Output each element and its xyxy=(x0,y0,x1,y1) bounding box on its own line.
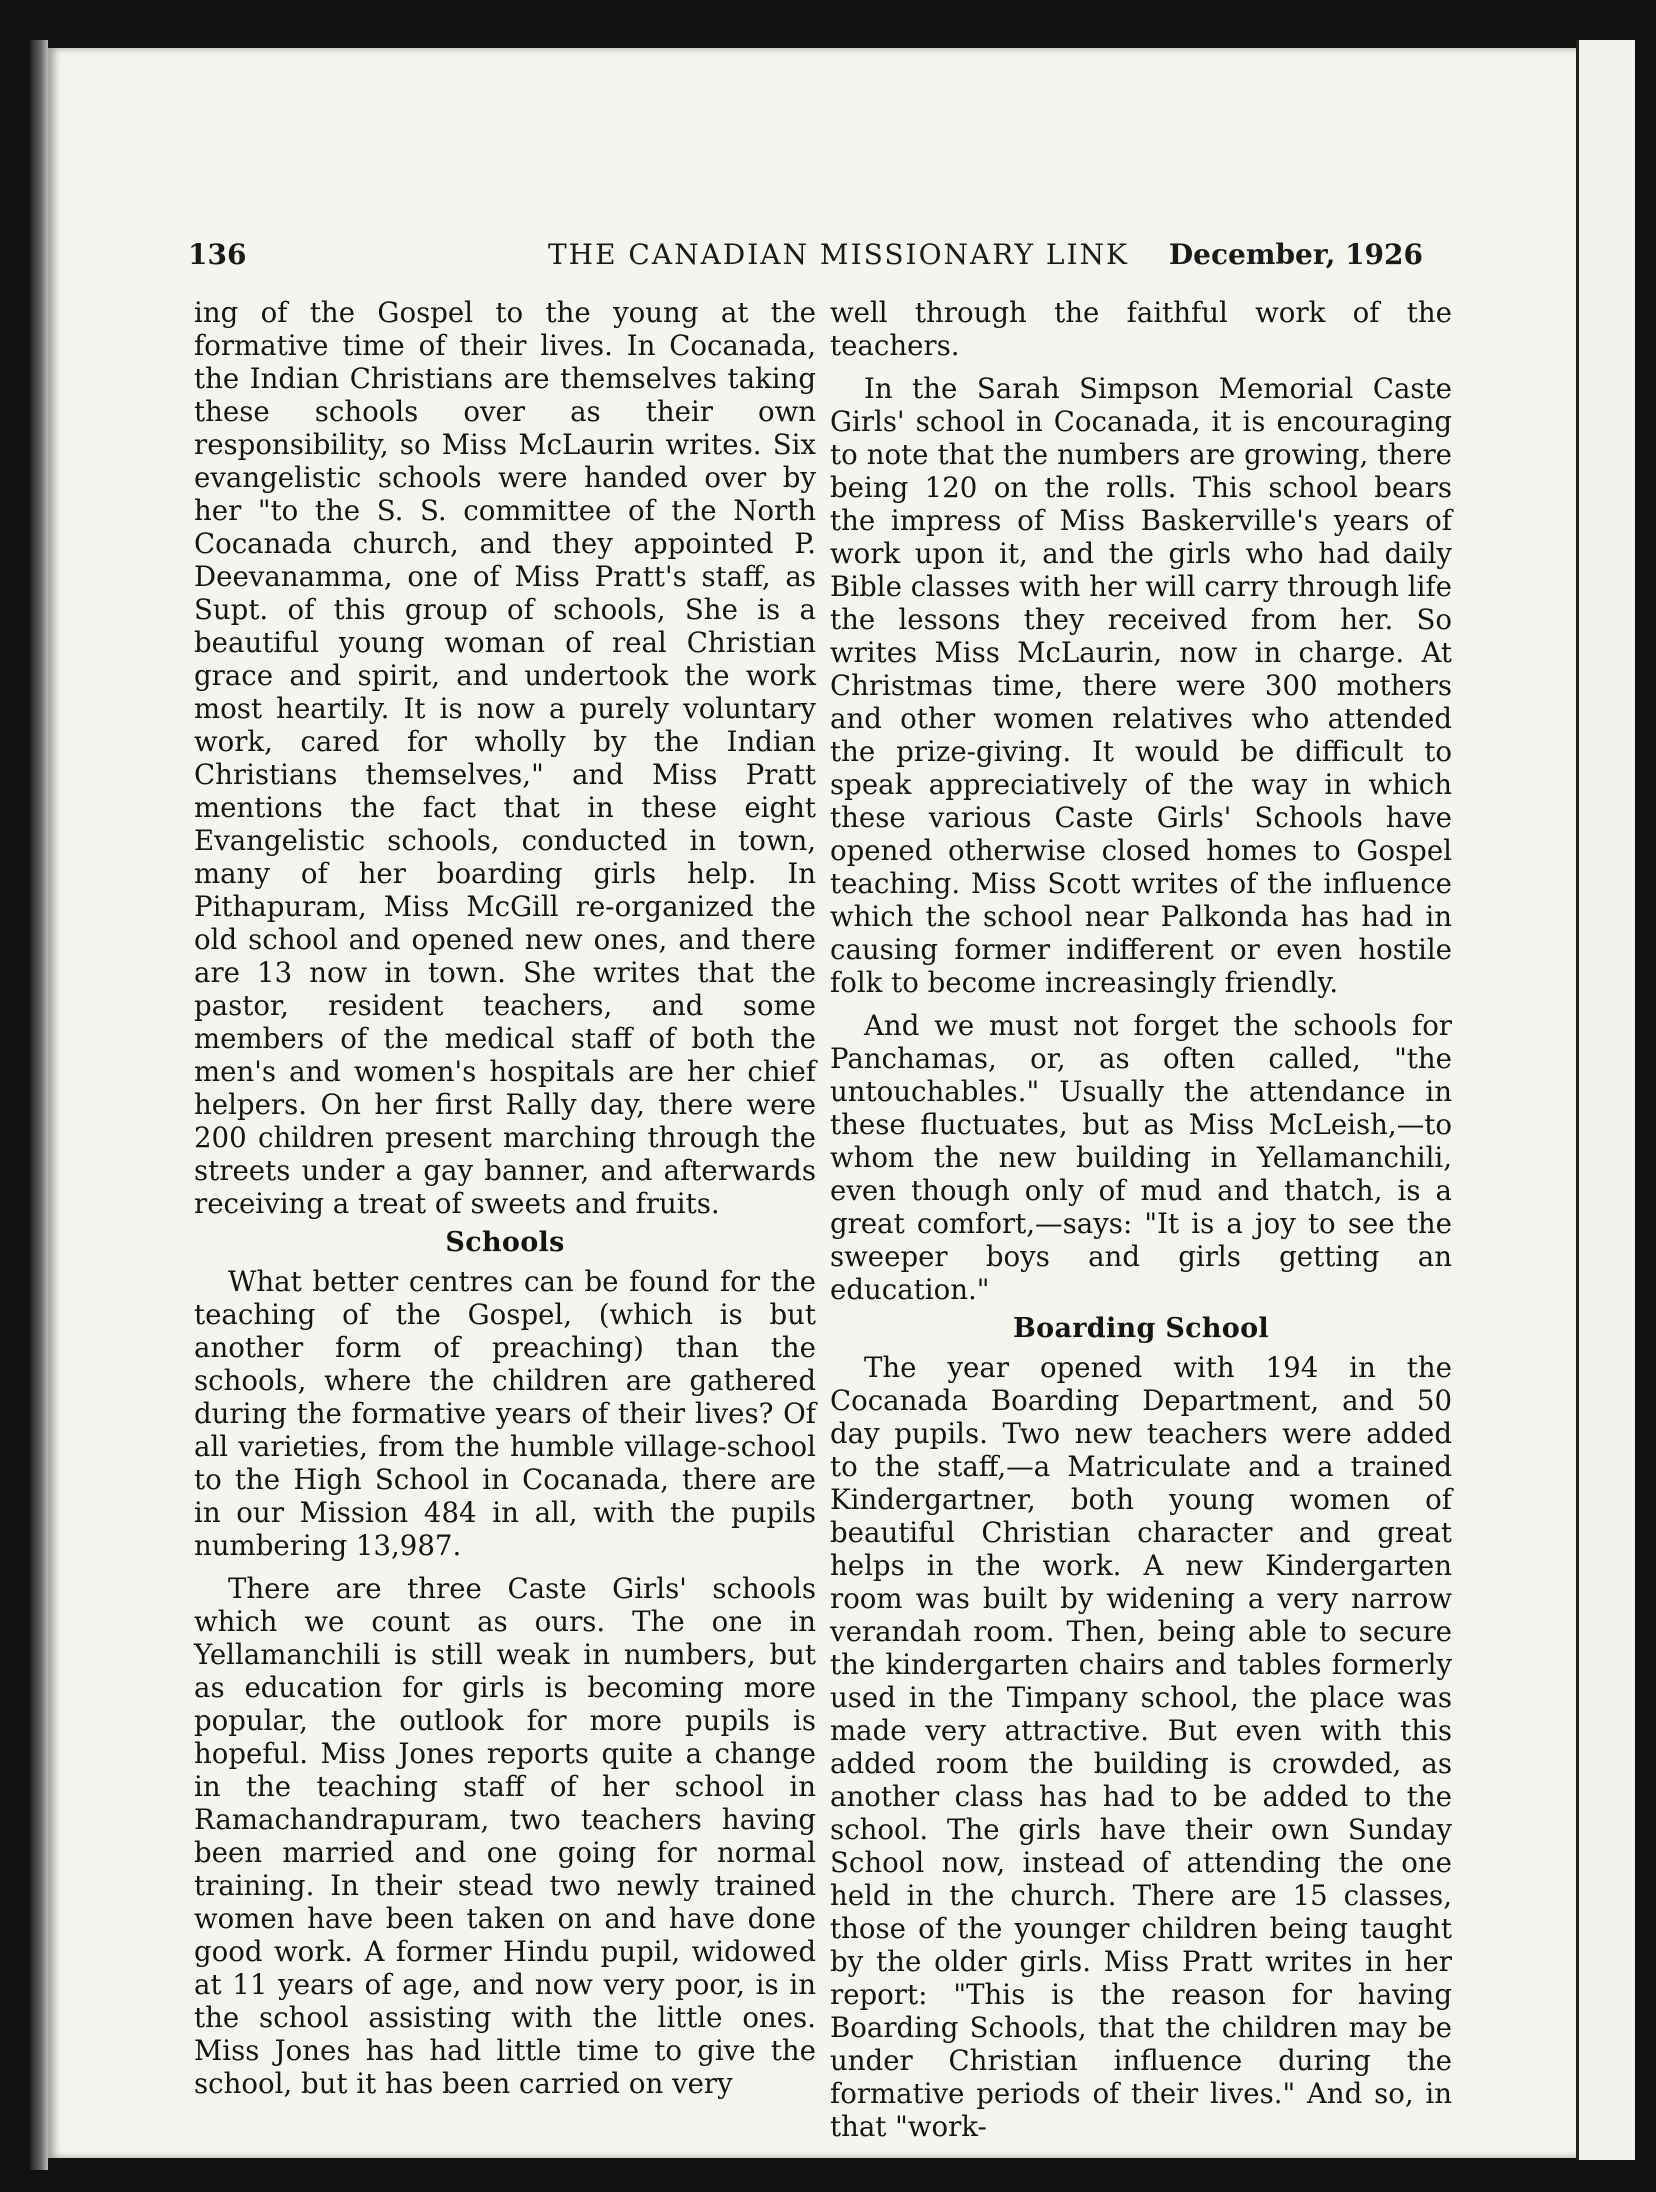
paragraph: What better centres can be found for the teaching of the Gospel, (which is but another form of preaching) than the schools, where the children are gathered during the formative years of their lives? Of all varieties, from the humble village-school to the High School in Cocanada, there are in our Mission 484 in all, with the pupils numbering 13,987. xyxy=(194,1265,816,1562)
left-column xyxy=(194,296,816,2100)
section-heading-schools: Schools xyxy=(445,1227,565,1258)
paragraph: And we must not forget the schools for Panchamas, or, as often called, "the untouchables." Usually the attendance in these fluctuates, but as Miss McLeish,—to whom the new building in Yellamanchili, even though only of mud and thatch, is a great comfort,—says: "It is a joy to see the sweeper boys and girls getting an education." xyxy=(830,1009,1452,1306)
facing-page-edge xyxy=(1576,40,1635,2160)
right-column xyxy=(830,296,1452,2143)
paragraph: ing of the Gospel to the young at the formative time of their lives. In Cocanada, the Indian Christians are themselves taking these schools over as their own responsibility, so Miss McLaurin writes. Six evangelistic schools were handed over by her "to the S. S. committee of the North Cocanada church, and they appointed P. Deevanamma, one of Miss Pratt's staff, as Supt. of this group of schools, She is a beautiful young woman of real Christian grace and spirit, and undertook the work most heartily. It is now a purely voluntary work, cared for wholly by the Indian Christians themselves," and Miss Pratt mentions the fact that in these eight Evangelistic schools, conducted in town, many of her boarding girls help. In Pithapuram, Miss McGill re-organized the old school and opened new ones, and there are 13 now in town. She writes that the pastor, resident teachers, and some members of the medical staff of both the men's and women's hospitals are her chief helpers. On her first Rally day, there were 200 children present marching through the streets under a gay banner, and afterwards receiving a treat of sweets and fruits. xyxy=(194,296,816,1220)
paragraph: There are three Caste Girls' schools which we count as ours. The one in Yellamanchili is still weak in numbers, but as education for girls is becoming more popular, the outlook for more pupils is hopeful. Miss Jones reports quite a change in the teaching staff of her school in Ramachandrapuram, two teachers having been married and one going for normal training. In their stead two newly trained women have been taken on and have done good work. A former Hindu pupil, widowed at 11 years of age, and now very poor, is in the school assisting with the little ones. Miss Jones has had little time to give the school, but it has been carried on very xyxy=(194,1572,816,2100)
paragraph: well through the faithful work of the teachers. xyxy=(830,296,1452,362)
paragraph: In the Sarah Simpson Memorial Caste Girls' school in Cocanada, it is encouraging to note that the numbers are growing, there being 120 on the rolls. This school bears the impress of Miss Baskerville's years of work upon it, and the girls who had daily Bible classes with her will carry through life the lessons they received from her. So writes Miss McLaurin, now in charge. At Christmas time, there were 300 mothers and other women relatives who attended the prize-giving. It would be difficult to speak appreciatively of the way in which these various Caste Girls' Schools have opened otherwise closed homes to Gospel teaching. Miss Scott writes of the influence which the school near Palkonda has had in causing former indifferent or even hostile folk to become increasingly friendly. xyxy=(830,372,1452,999)
running-header xyxy=(188,238,1423,278)
book-gutter xyxy=(30,40,48,2170)
issue-date: December, 1926 xyxy=(1168,238,1423,271)
paragraph: The year opened with 194 in the Cocanada Boarding Department, and 50 day pupils. Two new teachers were added to the staff,—a Matriculate and a trained Kindergartner, both young women of beautiful Christian character and great helps in the work. A new Kindergarten room was built by widening a very narrow verandah room. Then, being able to secure the kindergarten chairs and tables formerly used in the Timpany school, the place was made very attractive. But even with this added room the building is crowded, as another class has had to be added to the school. The girls have their own Sunday School now, instead of attending the one held in the church. There are 15 classes, those of the younger children being taught by the older girls. Miss Pratt writes in her report: "This is the reason for having Boarding Schools, that the children may be under Christian influence during the formative periods of their lives." And so, in that "work- xyxy=(830,1351,1452,2143)
publication-title: THE CANADIAN MISSIONARY LINK xyxy=(548,238,1129,271)
page-number: 136 xyxy=(188,238,247,271)
section-heading-boarding-school: Boarding School xyxy=(1013,1313,1269,1344)
